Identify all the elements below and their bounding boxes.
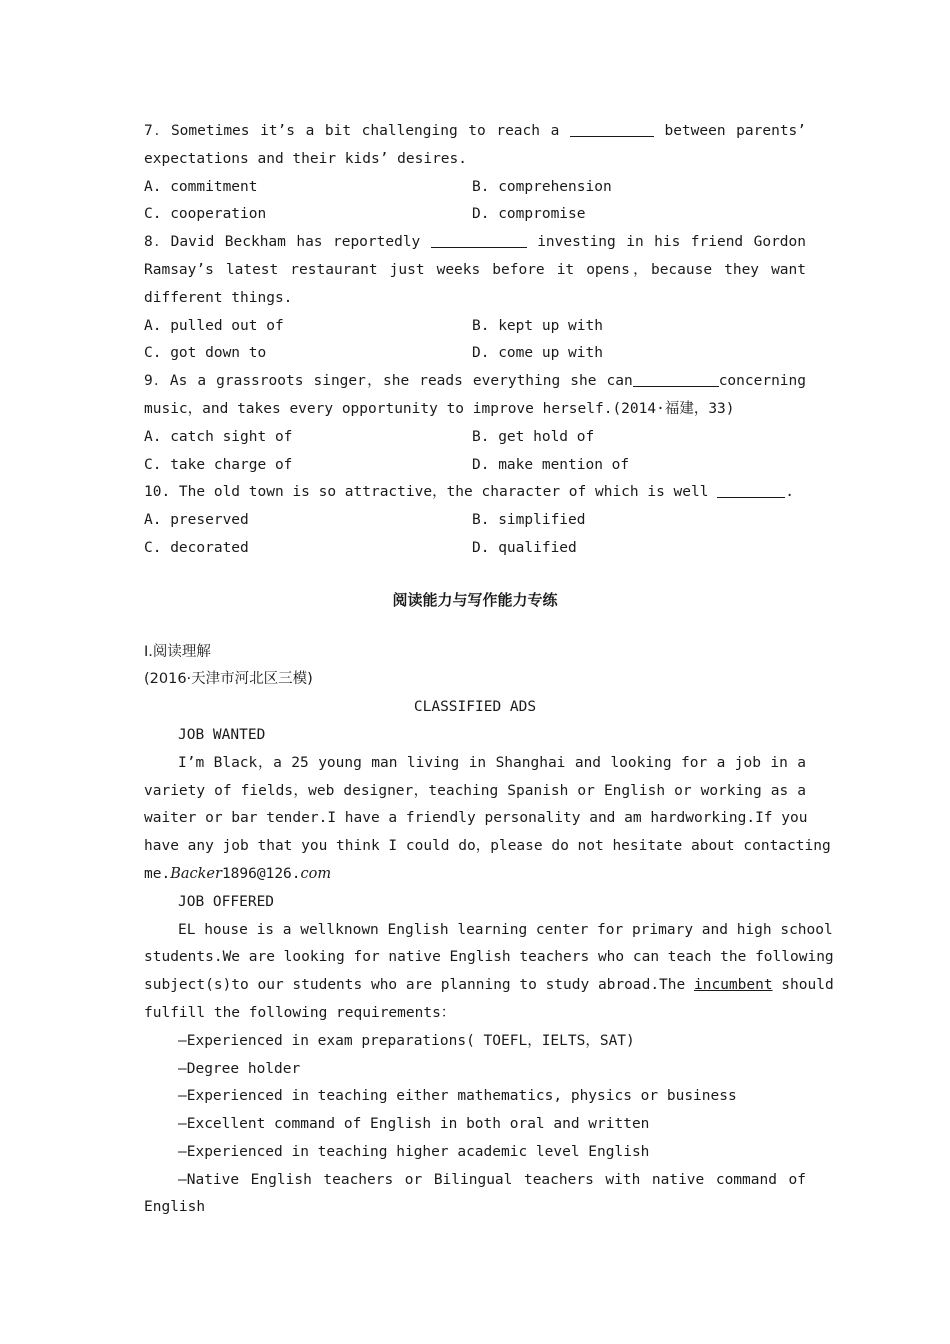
question-8 (144, 229, 806, 368)
option-d: D. make mention of (472, 456, 630, 473)
document-page (144, 118, 834, 1222)
question-stem: 7．Sometimes it’s a bit challenging to reach a between parents’ (144, 118, 806, 146)
job-wanted-section (144, 722, 831, 889)
options-row (144, 313, 806, 341)
options-row (144, 452, 806, 480)
paragraph-line: students.We are looking for native English teachers who can teach the following (144, 949, 834, 966)
option-d: D. qualified (472, 539, 577, 556)
paragraph-line: waiter or bar tender.I have a friendly personality and am hardworking.If you (144, 810, 808, 827)
requirement-item: —Experienced in teaching higher academic level English (178, 1143, 650, 1160)
question-7 (144, 118, 806, 229)
paragraph-line: fulfill the following requirements： (144, 1004, 456, 1021)
requirement-item: —Degree holder (178, 1060, 301, 1077)
question-stem-cont: Ramsay’s latest restaurant just weeks before it opens，because they want (144, 261, 806, 278)
paragraph-line: have any job that you think I could do，please do not hesitate about contacting (144, 838, 831, 855)
options-row (144, 201, 806, 229)
requirement-item: —Native English teachers or Bilingual teachers with native command of (178, 1171, 806, 1188)
option-a: A. preserved (144, 512, 249, 529)
paragraph-line: I’m Black，a 25 young man living in Shanghai and looking for a job in a (178, 754, 806, 771)
question-10 (144, 479, 806, 562)
paragraph-line: variety of fields，web designer，teaching Spanish or English or working as a (144, 782, 806, 799)
option-b: B. kept up with (472, 317, 603, 334)
option-b: B. get hold of (472, 428, 595, 445)
option-d: D. come up with (472, 345, 603, 362)
question-stem-cont: music，and takes every opportunity to improve herself.(2014·福建，33) (144, 400, 735, 417)
option-a: A. commitment (144, 178, 258, 195)
section-title: 阅读能力与写作能力专练 (392, 590, 558, 609)
requirement-item: —Experienced in exam preparations( TOEFL，IELTS，SAT) (178, 1032, 635, 1049)
ads-title: CLASSIFIED ADS (413, 699, 537, 716)
part-label: Ⅰ.阅读理解 (144, 643, 211, 660)
answer-blank (431, 231, 527, 248)
job-offered-heading: JOB OFFERED (178, 893, 275, 910)
requirement-item: —Excellent command of English in both oral and written (178, 1116, 650, 1133)
question-stem-cont: expectations and their kids’ desires. (144, 150, 468, 167)
requirement-item: —Experienced in teaching either mathematics, physics or business (178, 1088, 737, 1105)
question-stem: 8．David Beckham has reportedly investing in his friend Gordon (144, 229, 806, 257)
source-note: (2016·天津市河北区三模) (144, 671, 313, 688)
answer-blank (633, 370, 719, 387)
paragraph-line: me.Backer1896@126.com (144, 865, 332, 882)
question-stem-cont: different things. (144, 289, 293, 306)
paragraph-line: subject(s)to our students who are planning to study abroad.The incumbent should (144, 977, 834, 994)
question-stem: 10. The old town is so attractive，the character of which is well . (144, 479, 806, 507)
email-address: Backer (170, 865, 222, 882)
option-b: B. comprehension (472, 178, 612, 195)
paragraph-line: EL house is a wellknown English learning center for primary and high school (178, 921, 833, 938)
option-c: C. got down to (144, 345, 267, 362)
answer-blank (717, 481, 785, 498)
job-offered-section (144, 889, 834, 1223)
option-c: C. take charge of (144, 456, 293, 473)
options-row (144, 535, 806, 563)
option-c: C. decorated (144, 539, 249, 556)
requirement-item-cont: English (144, 1199, 206, 1216)
options-row (144, 424, 806, 452)
question-stem: 9．As a grassroots singer，she reads everything she can concerning (144, 368, 806, 396)
options-row (144, 340, 806, 368)
answer-blank (570, 120, 654, 137)
option-a: A. pulled out of (144, 317, 284, 334)
option-c: C. cooperation (144, 206, 267, 223)
option-b: B. simplified (472, 512, 586, 529)
option-a: A. catch sight of (144, 428, 293, 445)
job-wanted-heading: JOB WANTED (178, 726, 266, 743)
option-d: D. compromise (472, 206, 586, 223)
underlined-word: incumbent (693, 977, 773, 994)
options-row (144, 174, 806, 202)
options-row (144, 507, 806, 535)
question-9 (144, 368, 806, 479)
